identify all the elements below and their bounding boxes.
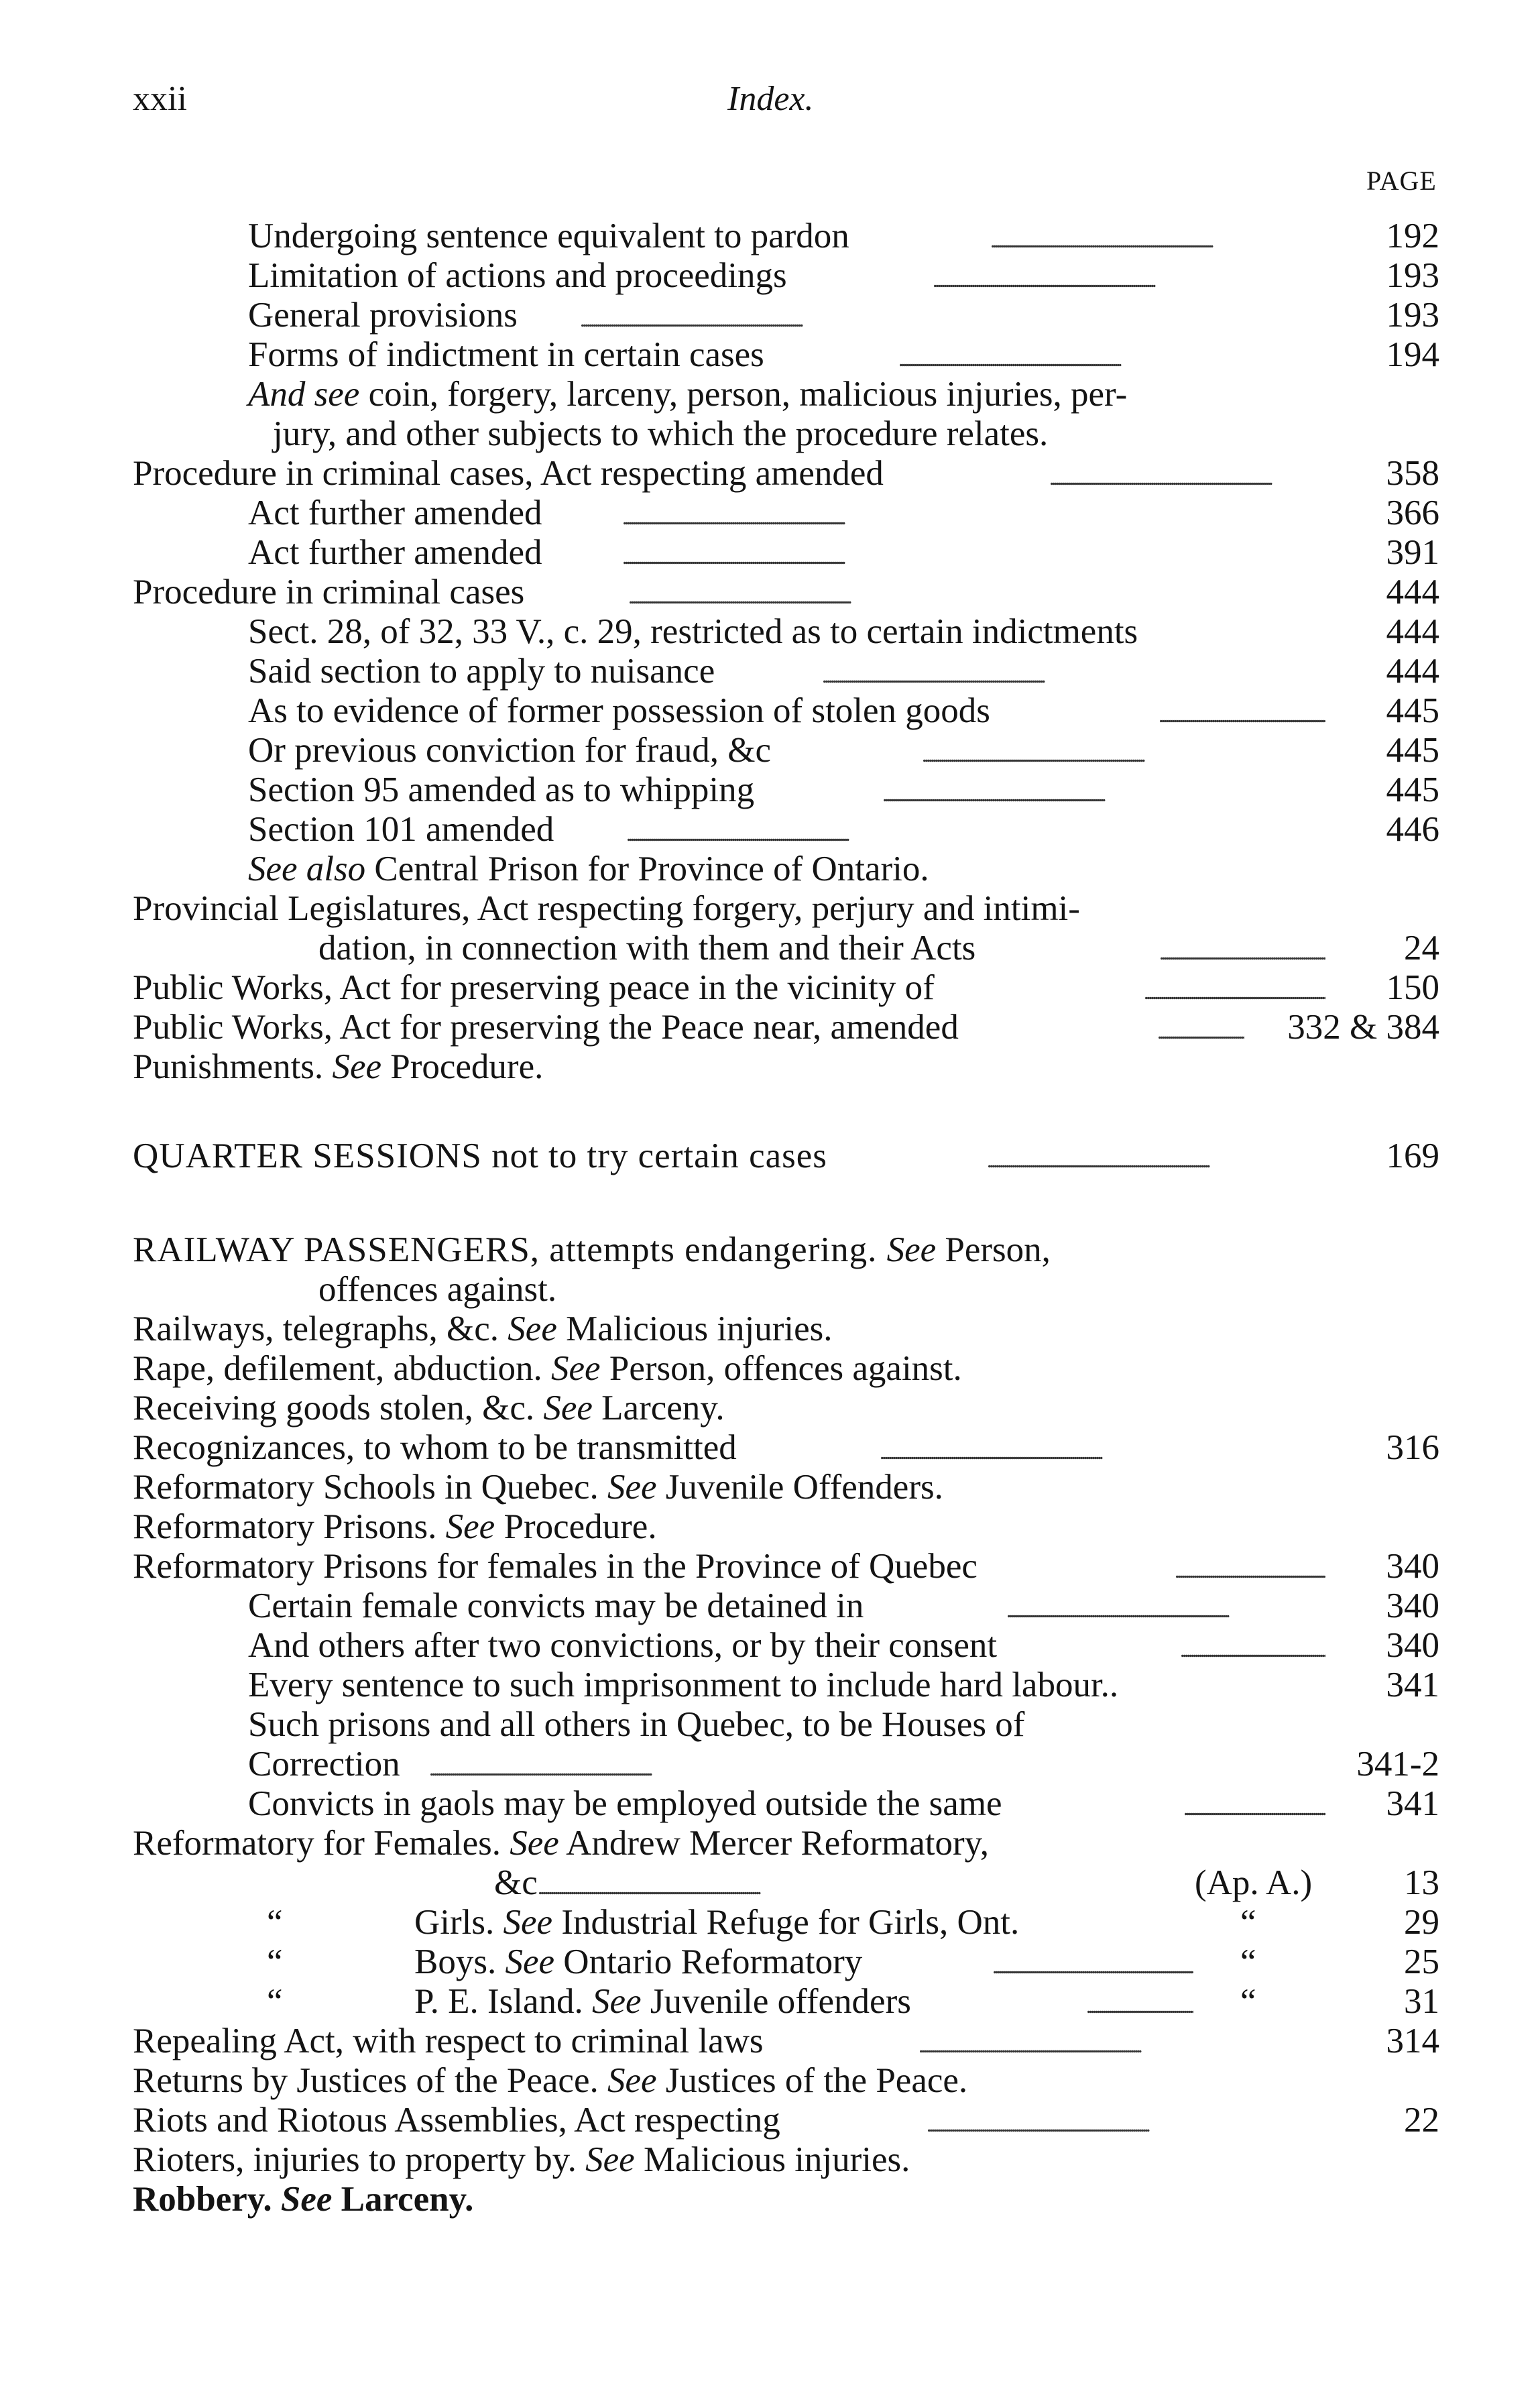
page-ref: 13 [1404,1863,1439,1902]
index-entry [0,453,1540,493]
cross-reference: Ontario Reformatory [554,1942,863,1981]
index-entry [0,1428,1540,1468]
see-reference: And see [248,375,360,414]
cross-reference: Larceny. [332,2180,474,2219]
index-entry [0,1230,1540,1270]
index-entry [0,2100,1540,2140]
index-entry [0,335,1540,375]
entry-text: Procedure in criminal cases [133,573,525,612]
entry-text: offences against. [318,1270,557,1309]
see-reference: See [505,1942,555,1981]
index-entry [0,1047,1540,1087]
page-ref: 444 [1386,652,1439,691]
index-entry [0,2021,1540,2061]
entry-text: dation, in connection with them and their Acts [318,929,976,968]
dot-leader [1175,1546,1325,1586]
entry-text: Sect. 28, of 32, 33 V., c. 29, restricted as to certain indictments [248,612,1138,651]
entry-text: jury, and other subjects to which the procedure relates. [273,414,1049,453]
dot-leader [1180,1625,1325,1666]
entry-text: Forms of indictment in certain cases [248,335,764,374]
page-ref: 358 [1386,454,1439,493]
page-ref: 31 [1404,1982,1439,2021]
dot-leader [990,216,1325,256]
entry-text: Public Works, Act for preserving peace in the vicinity of [133,968,935,1007]
page-ref: 445 [1386,691,1439,730]
entry-text: Section 95 amended as to whipping [248,770,755,809]
cross-reference: Person, [936,1230,1051,1269]
dot-leader [1144,968,1325,1008]
dot-leader [1049,453,1325,493]
index-entry [0,730,1540,770]
entry-text: Correction [248,1745,400,1784]
dot-leader [622,532,1325,573]
page-ref: 366 [1386,493,1439,532]
entry-text: Public Works, Act for preserving the Peace near, amended [133,1008,959,1047]
index-entry [0,572,1540,612]
dot-leader [429,1744,1325,1784]
see-reference: See [503,1903,553,1942]
entry-text: Section 101 amended [248,810,554,849]
index-entry [0,1007,1540,1047]
entry-text: Robbery. [133,2180,281,2219]
cross-reference: Malicious injuries. [634,2140,910,2179]
index-entry [0,1823,1540,1863]
index-entry [0,770,1540,810]
index-entry [0,493,1540,533]
see-reference: See [445,1507,495,1546]
ditto-mark: “ [267,1942,283,1981]
index-entry [0,651,1540,691]
page-ref: 341 [1386,1666,1439,1704]
dot-leader [628,572,1325,612]
page-ref: 444 [1386,573,1439,612]
index-entry [0,374,1540,414]
page-ref: 445 [1386,731,1439,770]
ditto-mark: “ [267,1982,283,2021]
see-reference: See [543,1389,593,1428]
page-ref: 22 [1404,2101,1439,2140]
cross-reference: Person, offences against. [600,1349,962,1388]
index-entry [0,1704,1540,1745]
index-entry [0,1942,1540,1982]
ditto-mark: “ [1240,1942,1256,1981]
see-reference: See [551,1349,601,1388]
dot-leader [927,2100,1325,2140]
index-entry [0,612,1540,652]
page-ref: 316 [1386,1428,1439,1467]
index-entry [0,1136,1540,1176]
see-reference: See [332,1047,381,1086]
entry-text: Such prisons and all others in Quebec, to be Houses of [248,1705,1025,1744]
dot-leader [538,1863,1195,1903]
dot-leader [992,1942,1193,1982]
entry-text: Certain female convicts may be detained in [248,1586,864,1625]
page-ref: 193 [1386,296,1439,335]
cross-reference: Larceny. [592,1389,725,1428]
index-entry [0,1467,1540,1507]
index-entry [0,888,1540,929]
cross-reference: Industrial Refuge for Girls, Ont. [552,1903,1020,1942]
entry-text: Rioters, injuries to property by. [133,2140,586,2179]
page-ref: 340 [1386,1547,1439,1586]
ditto-mark: “ [1240,1982,1256,2021]
page-ref: 194 [1386,335,1439,374]
index-entry [0,1784,1540,1824]
index-entry [0,1269,1540,1309]
entry-text: Act further amended [248,533,542,572]
index-entry [0,2179,1540,2219]
dot-leader [626,809,1325,850]
index-entry [0,532,1540,573]
see-reference: See [280,2180,333,2219]
page-ref: 193 [1386,256,1439,295]
entry-text: P. E. Island. [414,1982,592,2021]
entry-text: Girls. [414,1903,504,1942]
page-ref: 25 [1404,1942,1439,1981]
ditto-mark: “ [267,1903,283,1942]
index-entry [0,809,1540,850]
index-entry [0,1625,1540,1666]
cross-reference: Andrew Mercer Reformatory, [558,1824,989,1863]
entry-text: Convicts in gaols may be employed outside the same [248,1784,1002,1823]
entry-text: Reformatory for Females. [133,1824,510,1863]
entry-text: Punishments. [133,1047,333,1086]
entry-text: Undergoing sentence equivalent to pardon [248,217,849,255]
dot-leader [580,295,1325,335]
appendix-reference: (Ap. A.) [1195,1863,1313,1902]
entry-text: Recognizances, to whom to be transmitted [133,1428,737,1467]
cross-reference: Juvenile Offenders. [656,1468,943,1507]
dot-leader [919,2021,1325,2061]
index-entry [0,1863,1540,1903]
page-column-label: PAGE [1366,166,1437,196]
index-entry [0,849,1540,889]
index-entry [0,1388,1540,1428]
dot-leader [1086,1981,1193,2022]
page-ref: 332 & 384 [1287,1008,1439,1047]
index-entry [0,2140,1540,2180]
dot-leader [1157,1007,1244,1047]
dot-leader [922,730,1325,770]
see-reference: See [508,1309,557,1348]
entry-text: Central Prison for Province of Ontario. [365,850,929,888]
index-entry [0,1902,1540,1942]
dot-leader [882,770,1325,810]
page-ref: 150 [1386,968,1439,1007]
index-entry [0,1981,1540,2022]
page-ref: 340 [1386,1586,1439,1625]
entry-text: Reformatory Prisons. [133,1507,446,1546]
entry-text: As to evidence of former possession of stolen goods [248,691,990,730]
entry-text: QUARTER SESSIONS not to try certain cases [133,1137,827,1175]
entry-text: Repealing Act, with respect to criminal laws [133,2022,764,2060]
index-entry [0,2060,1540,2101]
cross-reference: Procedure. [495,1507,657,1546]
entry-text: Or previous conviction for fraud, &c [248,731,772,770]
entry-text: Reformatory Schools in Quebec. [133,1468,607,1507]
page-ref: 446 [1386,810,1439,849]
cross-reference: Justices of the Peace. [656,2061,968,2100]
dot-leader [622,493,1325,533]
page-ref: 340 [1386,1626,1439,1665]
dot-leader [987,1136,1325,1176]
dot-leader [1159,928,1325,968]
index-entry [0,255,1540,296]
index-entry [0,1744,1540,1784]
ditto-mark: “ [1240,1903,1256,1942]
see-reference: See [886,1230,937,1269]
cross-reference: Procedure. [381,1047,544,1086]
dot-leader [933,255,1325,296]
index-entry [0,295,1540,335]
index-entry [0,691,1540,731]
index-entry [0,1348,1540,1389]
page-number: xxii [133,80,187,118]
dot-leader [1159,691,1325,731]
see-reference: See [607,1468,657,1507]
entry-text: Provincial Legislatures, Act respecting forgery, perjury and intimi- [133,889,1080,928]
index-entry [0,1665,1540,1705]
page-ref: 341 [1386,1784,1439,1823]
page-ref: 444 [1386,612,1439,651]
see-reference: See [607,2061,657,2100]
index-entry [0,414,1540,454]
entry-text: coin, forgery, larceny, person, malicious injuries, per- [359,375,1128,414]
index-entry [0,1309,1540,1349]
page-ref: 314 [1386,2022,1439,2060]
index-entry [0,968,1540,1008]
entry-text: Rape, defilement, abduction. [133,1349,552,1388]
entry-text: Railways, telegraphs, &c. [133,1309,508,1348]
page-ref: 24 [1404,929,1439,968]
entry-text: Said section to apply to nuisance [248,652,715,691]
see-reference: See [585,2140,635,2179]
entry-text: Act further amended [248,493,542,532]
index-entry [0,928,1540,968]
entry-text: Procedure in criminal cases, Act respecting amended [133,454,884,493]
entry-text: General provisions [248,296,518,335]
see-reference: See [592,1982,642,2021]
see-reference: See [510,1824,559,1863]
page-ref: 192 [1386,217,1439,255]
index-entry [0,1507,1540,1547]
cross-reference: Malicious injuries. [556,1309,833,1348]
see-reference: See also [248,850,366,888]
index-entry [0,1546,1540,1586]
entry-text: Returns by Justices of the Peace. [133,2061,607,2100]
entry-text: Riots and Riotous Assemblies, Act respecting [133,2101,780,2140]
dot-leader [898,335,1325,375]
page-ref: 341-2 [1356,1745,1439,1784]
page-ref: 29 [1404,1903,1439,1942]
entry-text: Reformatory Prisons for females in the Province of Quebec [133,1547,978,1586]
dot-leader [1006,1586,1325,1626]
index-entry [0,216,1540,256]
entry-text: And others after two convictions, or by their consent [248,1626,998,1665]
page-ref: 445 [1386,770,1439,809]
entry-text: RAILWAY PASSENGERS, attempts endangering. [133,1230,887,1269]
page-ref: 169 [1386,1137,1439,1175]
dot-leader [822,651,1325,691]
index-entry [0,1586,1540,1626]
running-title: Index. [727,80,814,118]
dot-leader [880,1428,1325,1468]
page-ref: 391 [1386,533,1439,572]
entry-text: Every sentence to such imprisonment to include hard labour.. [248,1666,1119,1704]
dot-leader [1183,1784,1325,1824]
entry-text: Limitation of actions and proceedings [248,256,787,295]
entry-text: Boys. [414,1942,506,1981]
entry-text: Receiving goods stolen, &c. [133,1389,544,1428]
entry-text: &c [494,1863,538,1902]
cross-reference: Juvenile offenders [641,1982,911,2021]
